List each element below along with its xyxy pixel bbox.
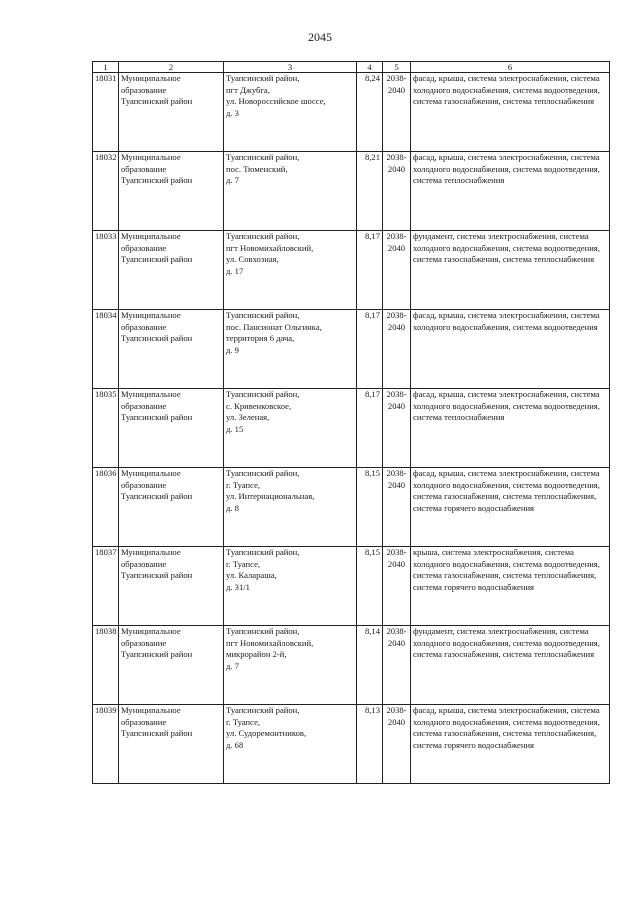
- document-table: [92, 61, 610, 784]
- row-number-cell: 18031: [93, 73, 119, 152]
- term-cell: [383, 73, 411, 152]
- table-row: [93, 626, 610, 705]
- term-cell: [383, 547, 411, 626]
- term-cell: [383, 626, 411, 705]
- term-line: 2040: [387, 400, 406, 411]
- value-cell: 8,17: [357, 231, 383, 310]
- value-cell: 8,24: [357, 73, 383, 152]
- municipality-line: образование: [121, 637, 167, 648]
- column-header-5: 5: [383, 62, 411, 73]
- column-header-1: 1: [93, 62, 119, 73]
- municipality-cell: [119, 389, 224, 468]
- table-row: [93, 152, 610, 231]
- address-line: д. 15: [226, 423, 244, 434]
- municipality-line: Муниципальное: [121, 389, 181, 399]
- address-line: Туапсинский район,: [226, 152, 300, 162]
- column-header-6: 6: [411, 62, 610, 73]
- address-line: Туапсинский район,: [226, 468, 300, 478]
- address-cell: [224, 626, 357, 705]
- municipality-cell: [119, 626, 224, 705]
- value-cell: 8,15: [357, 547, 383, 626]
- address-line: д. 8: [226, 502, 239, 513]
- municipality-line: образование: [121, 716, 167, 727]
- works-cell: фасад, крыша, система электроснабжения, система холодного водоснабжения, система водоотведения, система газоснабжения, система теплоснабжения: [411, 73, 610, 152]
- works-cell: крыша, система электроснабжения, система холодного водоснабжения, система водоотведения, система газоснабжения, система теплоснабжения, система горячего водоснабжения: [411, 547, 610, 626]
- address-cell: [224, 73, 357, 152]
- table-body: [93, 73, 610, 784]
- works-cell: фундамент, система электроснабжения, система холодного водоснабжения, система водоотведения, система газоснабжения, система теплоснабжения: [411, 231, 610, 310]
- address-line: Туапсинский район,: [226, 73, 300, 83]
- address-line: Туапсинский район,: [226, 705, 300, 715]
- address-line: ул. Интернациональная,: [226, 491, 315, 502]
- header-row: [93, 62, 610, 73]
- municipality-cell: [119, 310, 224, 389]
- works-cell: фасад, крыша, система электроснабжения, система холодного водоснабжения, система водоотведения, система газоснабжения, система теплоснабжения, система горячего водоснабжения: [411, 705, 610, 784]
- address-line: пгт Новомихайловский,: [226, 242, 314, 253]
- address-line: д. 7: [226, 660, 239, 671]
- municipality-line: Туапсинский район: [121, 175, 193, 186]
- column-header-4: 4: [357, 62, 383, 73]
- value-cell: 8,17: [357, 310, 383, 389]
- municipality-line: Туапсинский район: [121, 96, 193, 107]
- address-line: д. 3: [226, 107, 239, 118]
- works-cell: фундамент, система электроснабжения, система холодного водоснабжения, система водоотведения, система газоснабжения, система теплоснабжения: [411, 626, 610, 705]
- address-line: ул. Новороссийское шоссе,: [226, 96, 326, 107]
- address-line: Туапсинский район,: [226, 389, 300, 399]
- address-line: ул. Совхозная,: [226, 254, 279, 265]
- term-line: 2040: [387, 242, 406, 253]
- term-line: 2038-: [386, 152, 407, 162]
- municipality-line: Муниципальное: [121, 705, 181, 715]
- municipality-line: образование: [121, 400, 167, 411]
- term-line: 2038-: [386, 547, 407, 557]
- term-cell: [383, 310, 411, 389]
- table-row: [93, 310, 610, 389]
- row-number-cell: 18035: [93, 389, 119, 468]
- municipality-line: Туапсинский район: [121, 254, 193, 265]
- municipality-line: Туапсинский район: [121, 412, 193, 423]
- address-line: д. 7: [226, 175, 239, 186]
- municipality-cell: [119, 231, 224, 310]
- term-line: 2038-: [386, 231, 407, 241]
- municipality-cell: [119, 73, 224, 152]
- row-number-cell: 18037: [93, 547, 119, 626]
- address-line: территория 6 дача,: [226, 333, 295, 344]
- value-cell: 8,13: [357, 705, 383, 784]
- term-cell: [383, 705, 411, 784]
- term-line: 2040: [387, 84, 406, 95]
- municipality-line: Туапсинский район: [121, 570, 193, 581]
- address-line: ул. Зеленая,: [226, 412, 270, 423]
- term-line: 2038-: [386, 705, 407, 715]
- municipality-line: образование: [121, 84, 167, 95]
- municipality-line: Муниципальное: [121, 310, 181, 320]
- address-line: д. 9: [226, 344, 239, 355]
- term-line: 2040: [387, 637, 406, 648]
- term-cell: [383, 152, 411, 231]
- address-line: г. Туапсе,: [226, 558, 261, 569]
- term-line: 2040: [387, 321, 406, 332]
- municipality-line: образование: [121, 321, 167, 332]
- municipality-line: Туапсинский район: [121, 333, 193, 344]
- municipality-line: Муниципальное: [121, 152, 181, 162]
- table-row: [93, 705, 610, 784]
- municipality-line: образование: [121, 242, 167, 253]
- address-cell: [224, 468, 357, 547]
- address-line: Туапсинский район,: [226, 626, 300, 636]
- municipality-line: Муниципальное: [121, 231, 181, 241]
- municipality-cell: [119, 547, 224, 626]
- table-row: [93, 73, 610, 152]
- works-cell: фасад, крыша, система электроснабжения, система холодного водоснабжения, система водоотведения: [411, 310, 610, 389]
- value-cell: 8,17: [357, 389, 383, 468]
- address-line: Туапсинский район,: [226, 310, 300, 320]
- address-cell: [224, 310, 357, 389]
- address-line: пгт Джубга,: [226, 84, 270, 95]
- address-line: д. 17: [226, 265, 244, 276]
- term-line: 2040: [387, 716, 406, 727]
- row-number-cell: 18039: [93, 705, 119, 784]
- term-line: 2040: [387, 558, 406, 569]
- address-line: пгт Новомихайловский,: [226, 637, 314, 648]
- municipality-line: Туапсинский район: [121, 649, 193, 660]
- term-cell: [383, 389, 411, 468]
- address-cell: [224, 152, 357, 231]
- address-line: д. 68: [226, 739, 244, 750]
- value-cell: 8,15: [357, 468, 383, 547]
- municipality-cell: [119, 152, 224, 231]
- address-cell: [224, 705, 357, 784]
- address-line: с. Кривенковское,: [226, 400, 292, 411]
- term-cell: [383, 231, 411, 310]
- value-cell: 8,21: [357, 152, 383, 231]
- municipality-line: Муниципальное: [121, 626, 181, 636]
- address-line: Туапсинский район,: [226, 231, 300, 241]
- page-number: 2045: [308, 30, 332, 44]
- address-line: ул. Калараша,: [226, 570, 277, 581]
- address-cell: [224, 231, 357, 310]
- term-line: 2038-: [386, 389, 407, 399]
- column-header-2: 2: [119, 62, 224, 73]
- municipality-line: Муниципальное: [121, 547, 181, 557]
- address-cell: [224, 389, 357, 468]
- row-number-cell: 18038: [93, 626, 119, 705]
- row-number-cell: 18036: [93, 468, 119, 547]
- term-line: 2040: [387, 479, 406, 490]
- municipality-line: Муниципальное: [121, 468, 181, 478]
- row-number-cell: 18033: [93, 231, 119, 310]
- row-number-cell: 18032: [93, 152, 119, 231]
- address-line: г. Туапсе,: [226, 479, 261, 490]
- column-header-3: 3: [224, 62, 357, 73]
- municipality-cell: [119, 468, 224, 547]
- value-cell: 8,14: [357, 626, 383, 705]
- address-line: микрорайон 2-й,: [226, 649, 287, 660]
- address-line: пос. Пансионат Ольгинка,: [226, 321, 322, 332]
- municipality-cell: [119, 705, 224, 784]
- works-cell: фасад, крыша, система электроснабжения, система холодного водоснабжения, система водоотведения, система газоснабжения, система теплоснабжения, система горячего водоснабжения: [411, 468, 610, 547]
- address-line: Туапсинский район,: [226, 547, 300, 557]
- table-header: [93, 62, 610, 73]
- municipality-line: Туапсинский район: [121, 728, 193, 739]
- municipality-line: Туапсинский район: [121, 491, 193, 502]
- table-row: [93, 468, 610, 547]
- address-line: пос. Тюменский,: [226, 163, 288, 174]
- table-row: [93, 389, 610, 468]
- term-cell: [383, 468, 411, 547]
- municipality-line: Муниципальное: [121, 73, 181, 83]
- address-line: ул. Судоремонтников,: [226, 728, 307, 739]
- table-row: [93, 547, 610, 626]
- table-row: [93, 231, 610, 310]
- municipality-line: образование: [121, 163, 167, 174]
- row-number-cell: 18034: [93, 310, 119, 389]
- term-line: 2038-: [386, 310, 407, 320]
- term-line: 2038-: [386, 468, 407, 478]
- municipality-line: образование: [121, 558, 167, 569]
- address-line: д. 31/1: [226, 581, 250, 592]
- address-cell: [224, 547, 357, 626]
- works-cell: фасад, крыша, система электроснабжения, система холодного водоснабжения, система водоотведения, система теплоснабжения: [411, 152, 610, 231]
- address-line: г. Туапсе,: [226, 716, 261, 727]
- municipality-line: образование: [121, 479, 167, 490]
- term-line: 2040: [387, 163, 406, 174]
- term-line: 2038-: [386, 73, 407, 83]
- term-line: 2038-: [386, 626, 407, 636]
- works-cell: фасад, крыша, система электроснабжения, система холодного водоснабжения, система водоотведения, система теплоснабжения: [411, 389, 610, 468]
